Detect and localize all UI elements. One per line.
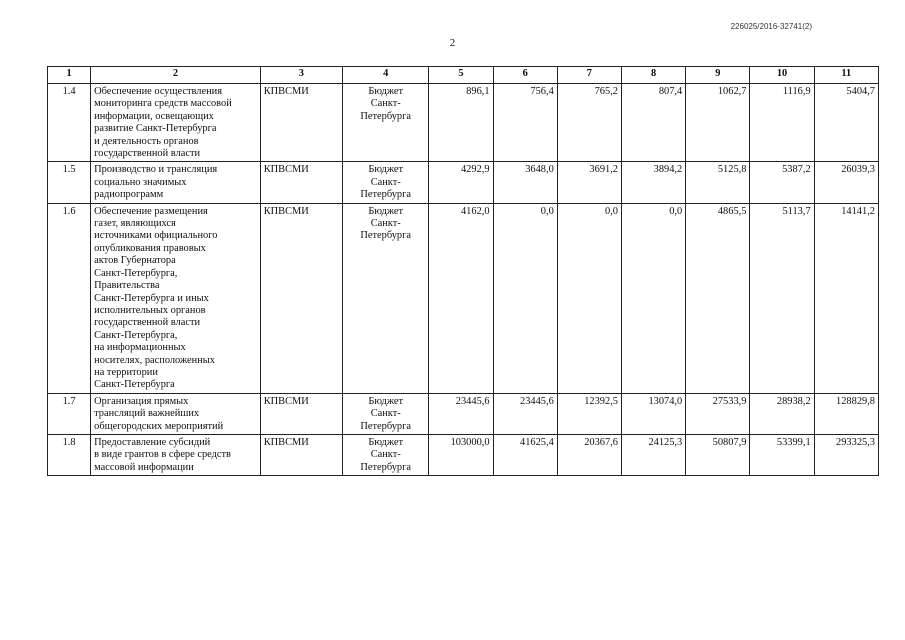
row-number: 1.5: [48, 162, 91, 203]
table-row: [48, 84, 879, 162]
column-header-1: 1: [48, 67, 91, 84]
value-cell-col-5: 4292,9: [429, 162, 493, 203]
activity-name-line: Предоставление субсидий: [94, 436, 211, 448]
value-cell-col-7: 0,0: [557, 203, 621, 393]
activity-name-line: информации, освещающих: [94, 110, 214, 122]
activity-name-line: Обеспечение размещения: [94, 205, 208, 217]
value-cell-col-10: 28938,2: [750, 393, 814, 434]
activity-name-line: государственной власти: [94, 317, 201, 329]
activity-name-line: государственной власти: [94, 148, 201, 160]
column-header-10: 10: [750, 67, 814, 84]
activity-name: [91, 434, 261, 475]
activity-name-line: носителях, расположенных: [94, 354, 215, 366]
value-cell-col-7: 765,2: [557, 84, 621, 162]
activity-name-line: массовой информации: [94, 461, 194, 473]
value-cell-col-8: 3894,2: [622, 162, 686, 203]
activity-name-line: Санкт-Петербурга: [94, 379, 175, 391]
activity-name-line: мониторинга средств массовой: [94, 98, 232, 110]
document-id: 226025/2016-32741(2): [730, 22, 812, 31]
funding-source-line: Санкт-: [370, 408, 401, 420]
funding-source-line: Петербурга: [360, 189, 411, 201]
value-cell-col-5: 23445,6: [429, 393, 493, 434]
activity-name-line: на информационных: [94, 342, 186, 354]
value-cell-col-8: 24125,3: [622, 434, 686, 475]
funding-source-line: Петербурга: [360, 110, 411, 122]
activity-name-line: Обеспечение осуществления: [94, 86, 222, 97]
value-cell-col-10: 53399,1: [750, 434, 814, 475]
page-number: 2: [449, 37, 456, 49]
value-cell-col-10: 5113,7: [750, 203, 814, 393]
table-row: [48, 393, 879, 434]
value-cell-col-5: 103000,0: [429, 434, 493, 475]
value-cell-col-9: 27533,9: [686, 393, 750, 434]
funding-source-line: Санкт-: [370, 218, 401, 230]
value-cell-col-11: 14141,2: [814, 203, 878, 393]
funding-source: [343, 434, 429, 475]
value-cell-col-7: 12392,5: [557, 393, 621, 434]
value-cell-col-10: 5387,2: [750, 162, 814, 203]
column-number-header-row: [48, 67, 879, 84]
row-number: 1.7: [48, 393, 91, 434]
value-cell-col-6: 756,4: [493, 84, 557, 162]
activity-name-line: Производство и трансляция: [94, 164, 218, 176]
executor: КПВСМИ: [260, 393, 342, 434]
activity-name-line: социально значимых: [94, 176, 187, 188]
activity-name: [91, 203, 261, 393]
value-cell-col-6: 23445,6: [493, 393, 557, 434]
value-cell-col-9: 1062,7: [686, 84, 750, 162]
activity-name-line: газет, являющихся: [94, 218, 176, 230]
activity-name-line: радиопрограмм: [94, 189, 164, 201]
column-header-11: 11: [814, 67, 878, 84]
activity-name: [91, 84, 261, 162]
funding-source-line: Бюджет: [368, 86, 404, 97]
funding-source-line: Бюджет: [368, 205, 404, 217]
funding-source-line: Петербурга: [360, 461, 411, 473]
funding-source-line: Бюджет: [368, 164, 404, 176]
column-header-9: 9: [686, 67, 750, 84]
column-header-5: 5: [429, 67, 493, 84]
value-cell-col-7: 20367,6: [557, 434, 621, 475]
value-cell-col-6: 0,0: [493, 203, 557, 393]
activity-name-line: развитие Санкт-Петербурга: [94, 123, 217, 135]
activity-name-line: Санкт-Петербурга и иных: [94, 292, 209, 304]
activity-name-line: актов Губернатора: [94, 255, 176, 267]
activity-name-line: Санкт-Петербурга,: [94, 267, 178, 279]
funding-source: [343, 162, 429, 203]
column-header-2: 2: [91, 67, 261, 84]
value-cell-col-11: 5404,7: [814, 84, 878, 162]
funding-source-line: Санкт-: [370, 449, 401, 461]
executor: КПВСМИ: [260, 434, 342, 475]
activity-name-line: общегородских мероприятий: [94, 420, 224, 432]
activity-name-line: исполнительных органов: [94, 304, 206, 316]
value-cell-col-8: 807,4: [622, 84, 686, 162]
table-row: [48, 203, 879, 393]
row-number: 1.8: [48, 434, 91, 475]
value-cell-col-6: 3648,0: [493, 162, 557, 203]
value-cell-col-5: 4162,0: [429, 203, 493, 393]
value-cell-col-9: 4865,5: [686, 203, 750, 393]
budget-table: [47, 66, 879, 476]
funding-source: [343, 393, 429, 434]
funding-source-line: Санкт-: [370, 176, 401, 188]
value-cell-col-5: 896,1: [429, 84, 493, 162]
value-cell-col-6: 41625,4: [493, 434, 557, 475]
value-cell-col-8: 13074,0: [622, 393, 686, 434]
funding-source-line: Бюджет: [368, 395, 404, 407]
funding-source-line: Санкт-: [370, 98, 401, 110]
activity-name-line: Санкт-Петербурга,: [94, 329, 178, 341]
row-number: 1.4: [48, 84, 91, 162]
table-row: [48, 162, 879, 203]
activity-name-line: трансляций важнейших: [94, 408, 200, 420]
row-number: 1.6: [48, 203, 91, 393]
value-cell-col-11: 128829,8: [814, 393, 878, 434]
table-row: [48, 434, 879, 475]
activity-name-line: в виде грантов в сфере средств: [94, 449, 231, 461]
value-cell-col-7: 3691,2: [557, 162, 621, 203]
value-cell-col-8: 0,0: [622, 203, 686, 393]
activity-name: [91, 393, 261, 434]
value-cell-col-9: 50807,9: [686, 434, 750, 475]
executor: КПВСМИ: [260, 203, 342, 393]
value-cell-col-10: 1116,9: [750, 84, 814, 162]
activity-name-line: на территории: [94, 366, 158, 378]
column-header-3: 3: [260, 67, 342, 84]
activity-name: [91, 162, 261, 203]
activity-name-line: источниками официального: [94, 230, 218, 242]
funding-source: [343, 84, 429, 162]
column-header-4: 4: [343, 67, 429, 84]
funding-source-line: Петербурга: [360, 420, 411, 432]
table-body: [48, 84, 879, 476]
funding-source-line: Петербурга: [360, 230, 411, 242]
column-header-7: 7: [557, 67, 621, 84]
column-header-8: 8: [622, 67, 686, 84]
value-cell-col-9: 5125,8: [686, 162, 750, 203]
activity-name-line: опубликования правовых: [94, 242, 206, 254]
executor: КПВСМИ: [260, 84, 342, 162]
activity-name-line: и деятельность органов: [94, 135, 199, 147]
value-cell-col-11: 293325,3: [814, 434, 878, 475]
activity-name-line: Организация прямых: [94, 395, 189, 407]
funding-source: [343, 203, 429, 393]
column-header-6: 6: [493, 67, 557, 84]
value-cell-col-11: 26039,3: [814, 162, 878, 203]
activity-name-line: Правительства: [94, 280, 160, 292]
executor: КПВСМИ: [260, 162, 342, 203]
funding-source-line: Бюджет: [368, 436, 404, 448]
